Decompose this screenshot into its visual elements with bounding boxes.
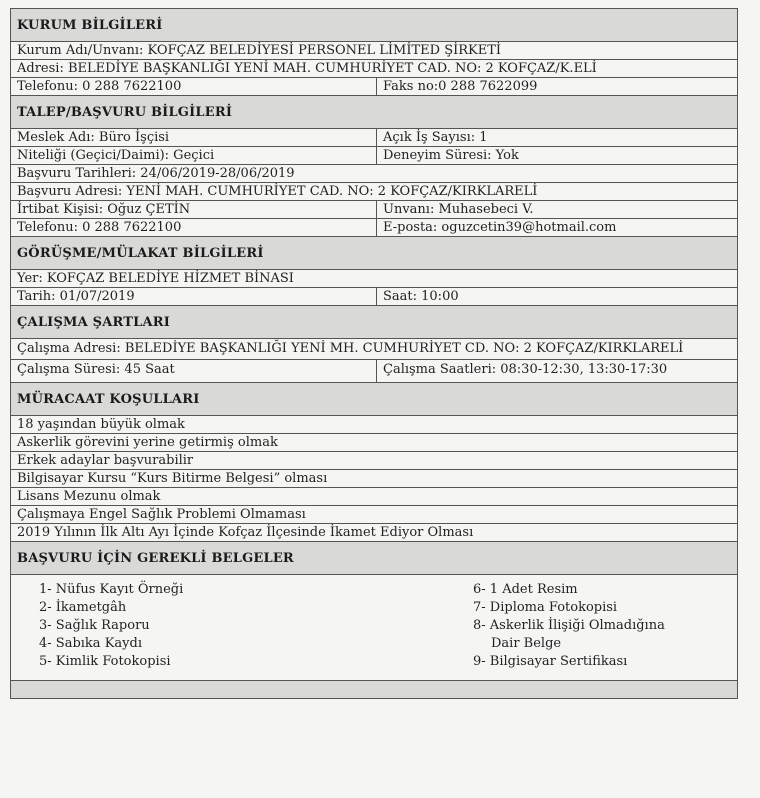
muracaat-item	[10, 487, 738, 505]
row-basvuru-adresi	[10, 182, 738, 200]
row-meslek	[10, 128, 738, 146]
belgeler-right-column	[473, 581, 665, 671]
belge-item: 1- Nüfus Kayıt Örneği	[39, 582, 184, 597]
muracaat-item-text: Erkek adaylar başvurabilir	[17, 453, 194, 468]
row-kurum-adi	[10, 41, 738, 59]
row-gorusme-zaman	[10, 287, 738, 305]
section-talep-header: TALEP/BAŞVURU BİLGİLERİ	[10, 95, 738, 128]
section-gorusme-header: GÖRÜŞME/MÜLAKAT BİLGİLERİ	[10, 236, 738, 269]
irtibat-unvan: Unvanı: Muhasebeci V.	[383, 202, 534, 217]
muracaat-item-text: Lisans Mezunu olmak	[17, 489, 161, 504]
job-posting-form	[10, 8, 738, 699]
muracaat-item-text: Askerlik görevini yerine getirmiş olmak	[17, 435, 278, 450]
calisma-saatleri: Çalışma Saatleri: 08:30-12:30, 13:30-17:30	[383, 362, 668, 377]
irtibat-kisisi: İrtibat Kişisi: Oğuz ÇETİN	[11, 201, 377, 218]
bottom-shade	[10, 681, 738, 699]
section-kurum-header: KURUM BİLGİLERİ	[10, 8, 738, 41]
muracaat-item	[10, 523, 738, 541]
kurum-faks: Faks no:0 288 7622099	[383, 79, 538, 94]
basvuru-adresi: Başvuru Adresi: YENİ MAH. CUMHURİYET CAD. NO: 2 KOFÇAZ/KIRKLARELİ	[17, 184, 538, 199]
muracaat-item	[10, 415, 738, 433]
row-calisma-adresi	[10, 338, 738, 359]
acik-is-sayisi: Açık İş Sayısı: 1	[383, 130, 488, 145]
muracaat-item-text: 18 yaşından büyük olmak	[17, 417, 185, 432]
kurum-adres: Adresi: BELEDİYE BAŞKANLIĞI YENİ MAH. CUMHURİYET CAD. NO: 2 KOFÇAZ/K.ELİ	[17, 61, 597, 76]
belge-item: 8- Askerlik İlişiği Olmadığına	[473, 618, 665, 633]
row-gorusme-yer	[10, 269, 738, 287]
belge-item: 2- İkametgâh	[39, 600, 127, 615]
gorusme-tarih: Tarih: 01/07/2019	[11, 288, 377, 305]
row-talep-iletisim	[10, 218, 738, 236]
section-belgeler-header: BAŞVURU İÇİN GEREKLİ BELGELER	[10, 541, 738, 574]
muracaat-item-text: 2019 Yılının İlk Altı Ayı İçinde Kofçaz İlçesinde İkamet Ediyor Olması	[17, 525, 474, 540]
belge-item: 3- Sağlık Raporu	[39, 618, 150, 633]
muracaat-item-text: Çalışmaya Engel Sağlık Problemi Olmaması	[17, 507, 306, 522]
gorusme-saat: Saat: 10:00	[383, 289, 459, 304]
muracaat-item	[10, 469, 738, 487]
kurum-telefon: Telefonu: 0 288 7622100	[11, 78, 377, 95]
muracaat-item	[10, 433, 738, 451]
belge-item: 5- Kimlik Fotokopisi	[39, 654, 171, 669]
section-muracaat-header: MÜRACAAT KOŞULLARI	[10, 382, 738, 415]
row-kurum-adres	[10, 59, 738, 77]
belge-item: 7- Diploma Fotokopisi	[473, 600, 618, 615]
row-nitelik	[10, 146, 738, 164]
row-kurum-iletisim	[10, 77, 738, 95]
muracaat-item	[10, 505, 738, 523]
kurum-adi: Kurum Adı/Unvanı: KOFÇAZ BELEDİYESİ PERSONEL LİMİTED ŞİRKETİ	[17, 43, 502, 58]
belgeler-list	[10, 574, 738, 681]
gorusme-yer: Yer: KOFÇAZ BELEDİYE HİZMET BİNASI	[17, 271, 294, 286]
deneyim-suresi: Deneyim Süresi: Yok	[383, 148, 519, 163]
calisma-suresi: Çalışma Süresi: 45 Saat	[11, 360, 377, 382]
muracaat-item	[10, 451, 738, 469]
meslek-adi: Meslek Adı: Büro İşçisi	[11, 129, 377, 146]
talep-telefon: Telefonu: 0 288 7622100	[11, 219, 377, 236]
section-calisma-header: ÇALIŞMA ŞARTLARI	[10, 305, 738, 338]
row-calisma-sure	[10, 359, 738, 382]
belge-item: Dair Belge	[491, 636, 562, 651]
talep-eposta: E-posta: oguzcetin39@hotmail.com	[383, 220, 617, 235]
row-irtibat	[10, 200, 738, 218]
row-basvuru-tarihleri	[10, 164, 738, 182]
nitelik: Niteliği (Geçici/Daimi): Geçici	[11, 147, 377, 164]
belge-item: 9- Bilgisayar Sertifikası	[473, 654, 628, 669]
belgeler-left-column	[39, 581, 183, 671]
muracaat-item-text: Bilgisayar Kursu “Kurs Bitirme Belgesi” olması	[17, 471, 328, 486]
belge-item: 4- Sabıka Kaydı	[39, 636, 142, 651]
belge-item: 6- 1 Adet Resim	[473, 582, 578, 597]
basvuru-tarihleri: Başvuru Tarihleri: 24/06/2019-28/06/2019	[17, 166, 295, 181]
calisma-adresi: Çalışma Adresi: BELEDİYE BAŞKANLIĞI YENİ MH. CUMHURİYET CD. NO: 2 KOFÇAZ/KIRKLARELİ	[17, 341, 684, 356]
